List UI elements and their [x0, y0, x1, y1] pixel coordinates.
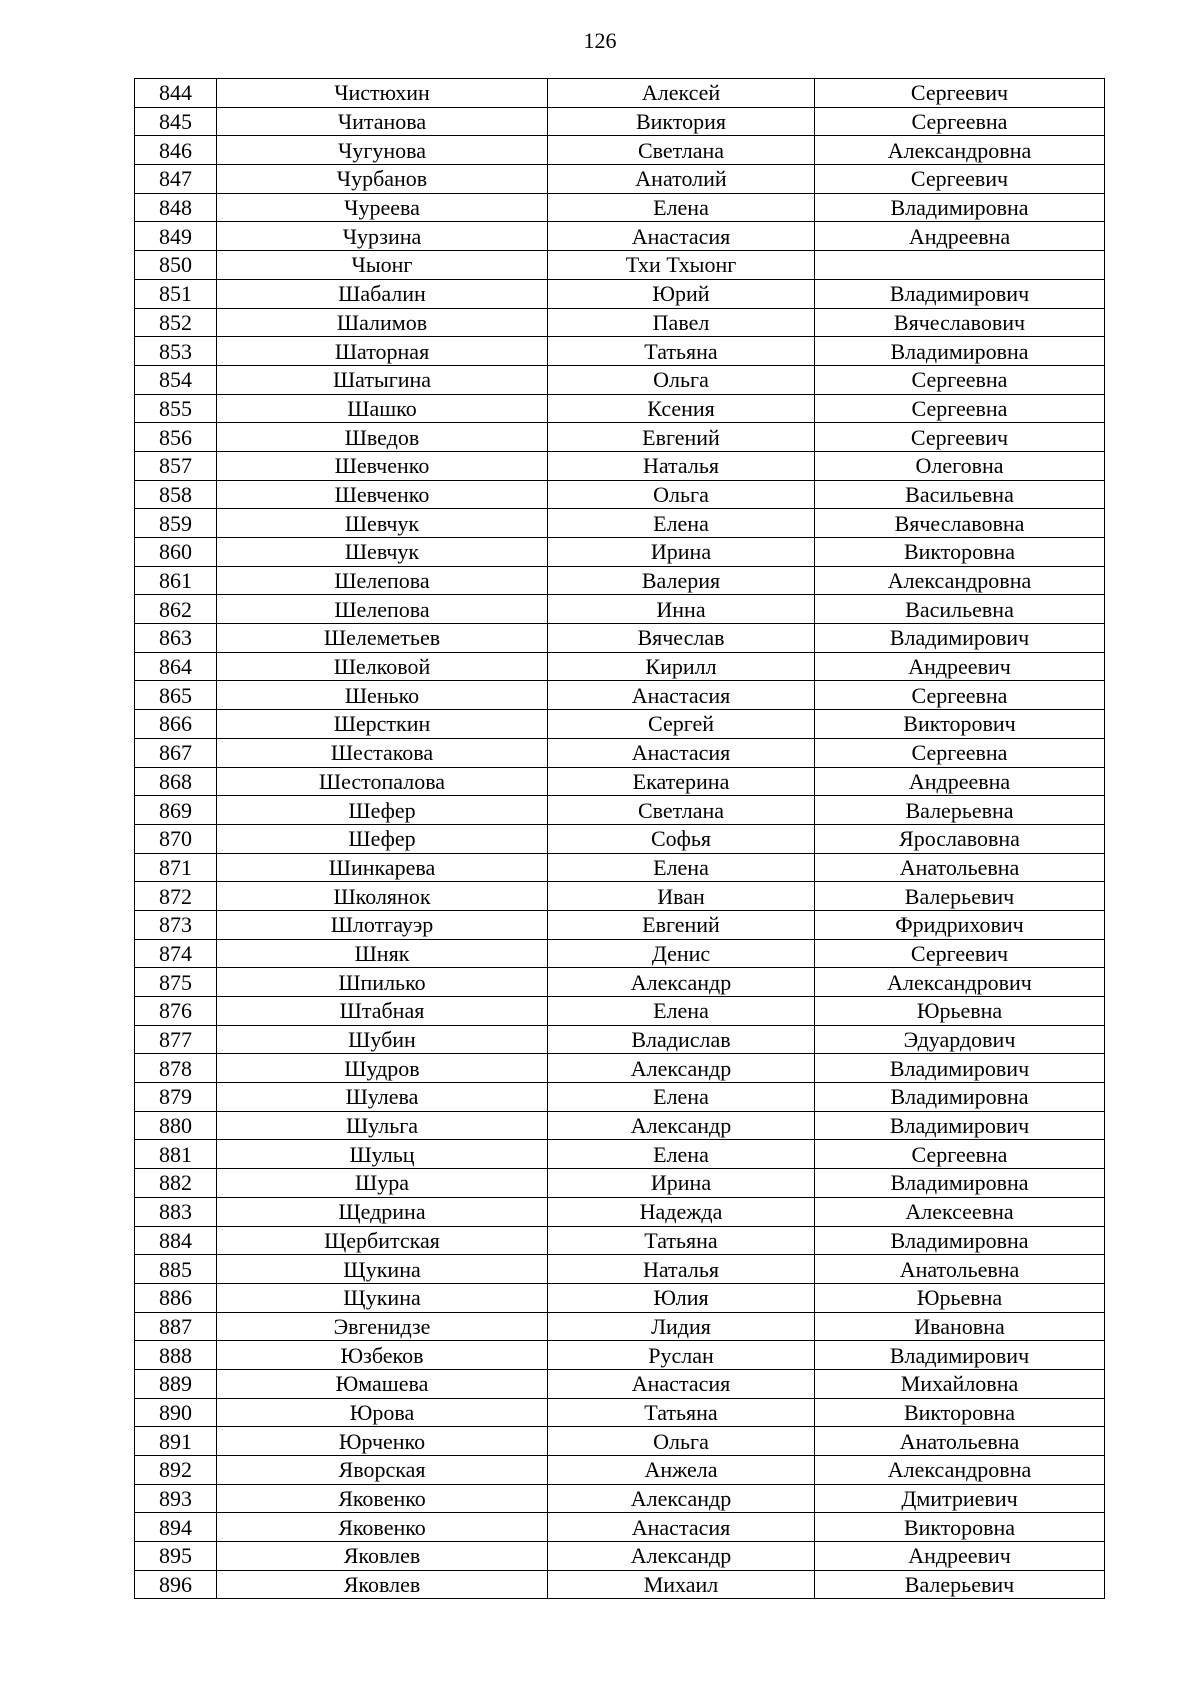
last-name-cell: Щукина	[217, 1283, 548, 1312]
row-number-cell: 859	[135, 509, 217, 538]
first-name-cell: Елена	[548, 509, 815, 538]
first-name-cell: Евгений	[548, 910, 815, 939]
patronymic-cell: Ивановна	[815, 1312, 1105, 1341]
table-row	[135, 910, 1105, 939]
row-number-cell: 884	[135, 1226, 217, 1255]
patronymic-cell: Сергеевна	[815, 738, 1105, 767]
first-name-cell: Сергей	[548, 710, 815, 739]
table-row	[135, 1025, 1105, 1054]
table-row	[135, 1570, 1105, 1599]
row-number-cell: 882	[135, 1169, 217, 1198]
first-name-cell: Анастасия	[548, 681, 815, 710]
first-name-cell: Кирилл	[548, 652, 815, 681]
last-name-cell: Читанова	[217, 107, 548, 136]
patronymic-cell: Андреевна	[815, 767, 1105, 796]
last-name-cell: Шелеметьев	[217, 624, 548, 653]
first-name-cell: Александр	[548, 1111, 815, 1140]
first-name-cell: Денис	[548, 939, 815, 968]
last-name-cell: Юмашева	[217, 1369, 548, 1398]
last-name-cell: Шевченко	[217, 480, 548, 509]
row-number-cell: 870	[135, 824, 217, 853]
row-number-cell: 871	[135, 853, 217, 882]
patronymic-cell: Юрьевна	[815, 997, 1105, 1026]
first-name-cell: Иван	[548, 882, 815, 911]
row-number-cell: 889	[135, 1369, 217, 1398]
patronymic-cell: Валерьевич	[815, 882, 1105, 911]
first-name-cell: Виктория	[548, 107, 815, 136]
patronymic-cell: Владимировна	[815, 1083, 1105, 1112]
table-row	[135, 1369, 1105, 1398]
last-name-cell: Шевчук	[217, 509, 548, 538]
row-number-cell: 890	[135, 1398, 217, 1427]
row-number-cell: 847	[135, 165, 217, 194]
table-row	[135, 1484, 1105, 1513]
table-row	[135, 222, 1105, 251]
row-number-cell: 865	[135, 681, 217, 710]
last-name-cell: Шаторная	[217, 337, 548, 366]
patronymic-cell: Васильевна	[815, 480, 1105, 509]
table-row	[135, 279, 1105, 308]
first-name-cell: Ольга	[548, 365, 815, 394]
patronymic-cell: Владимировна	[815, 1226, 1105, 1255]
last-name-cell: Шулева	[217, 1083, 548, 1112]
row-number-cell: 864	[135, 652, 217, 681]
patronymic-cell	[815, 251, 1105, 280]
first-name-cell: Евгений	[548, 423, 815, 452]
first-name-cell: Татьяна	[548, 337, 815, 366]
patronymic-cell: Сергеевич	[815, 423, 1105, 452]
last-name-cell: Штабная	[217, 997, 548, 1026]
table-row	[135, 538, 1105, 567]
last-name-cell: Шелепова	[217, 595, 548, 624]
table-row	[135, 1398, 1105, 1427]
patronymic-cell: Викторович	[815, 710, 1105, 739]
patronymic-cell: Ярославовна	[815, 824, 1105, 853]
last-name-cell: Яворская	[217, 1456, 548, 1485]
table-row	[135, 997, 1105, 1026]
patronymic-cell: Вячеславовна	[815, 509, 1105, 538]
row-number-cell: 846	[135, 136, 217, 165]
table-row	[135, 882, 1105, 911]
patronymic-cell: Анатольевна	[815, 853, 1105, 882]
last-name-cell: Юзбеков	[217, 1341, 548, 1370]
row-number-cell: 844	[135, 79, 217, 108]
patronymic-cell: Вячеславович	[815, 308, 1105, 337]
table-row	[135, 595, 1105, 624]
patronymic-cell: Владимирович	[815, 279, 1105, 308]
last-name-cell: Чурбанов	[217, 165, 548, 194]
row-number-cell: 878	[135, 1054, 217, 1083]
patronymic-cell: Александровна	[815, 136, 1105, 165]
row-number-cell: 891	[135, 1427, 217, 1456]
table-row	[135, 337, 1105, 366]
patronymic-cell: Владимирович	[815, 1111, 1105, 1140]
table-row	[135, 165, 1105, 194]
row-number-cell: 896	[135, 1570, 217, 1599]
row-number-cell: 893	[135, 1484, 217, 1513]
row-number-cell: 848	[135, 193, 217, 222]
patronymic-cell: Анатольевна	[815, 1427, 1105, 1456]
row-number-cell: 863	[135, 624, 217, 653]
patronymic-cell: Сергеевич	[815, 165, 1105, 194]
row-number-cell: 876	[135, 997, 217, 1026]
first-name-cell: Анастасия	[548, 1369, 815, 1398]
row-number-cell: 881	[135, 1140, 217, 1169]
patronymic-cell: Эдуардович	[815, 1025, 1105, 1054]
patronymic-cell: Александровна	[815, 566, 1105, 595]
first-name-cell: Софья	[548, 824, 815, 853]
page-number: 126	[583, 28, 617, 53]
table-row	[135, 423, 1105, 452]
table-row	[135, 1283, 1105, 1312]
patronymic-cell: Андреевич	[815, 652, 1105, 681]
row-number-cell: 880	[135, 1111, 217, 1140]
first-name-cell: Анастасия	[548, 738, 815, 767]
table-row	[135, 79, 1105, 108]
person-list-body	[135, 79, 1105, 1599]
table-row	[135, 1312, 1105, 1341]
first-name-cell: Юрий	[548, 279, 815, 308]
last-name-cell: Эвгенидзе	[217, 1312, 548, 1341]
table-row	[135, 1197, 1105, 1226]
last-name-cell: Шефер	[217, 824, 548, 853]
patronymic-cell: Сергеевич	[815, 79, 1105, 108]
table-row	[135, 1111, 1105, 1140]
last-name-cell: Шефер	[217, 796, 548, 825]
table-row	[135, 1226, 1105, 1255]
first-name-cell: Валерия	[548, 566, 815, 595]
first-name-cell: Ирина	[548, 1169, 815, 1198]
row-number-cell: 845	[135, 107, 217, 136]
row-number-cell: 873	[135, 910, 217, 939]
last-name-cell: Шенько	[217, 681, 548, 710]
first-name-cell: Павел	[548, 308, 815, 337]
row-number-cell: 888	[135, 1341, 217, 1370]
table-row	[135, 365, 1105, 394]
last-name-cell: Шняк	[217, 939, 548, 968]
table-row	[135, 509, 1105, 538]
last-name-cell: Шубин	[217, 1025, 548, 1054]
row-number-cell: 895	[135, 1542, 217, 1571]
row-number-cell: 866	[135, 710, 217, 739]
first-name-cell: Александр	[548, 1542, 815, 1571]
first-name-cell: Анатолий	[548, 165, 815, 194]
first-name-cell: Руслан	[548, 1341, 815, 1370]
last-name-cell: Яковенко	[217, 1513, 548, 1542]
first-name-cell: Анастасия	[548, 1513, 815, 1542]
table-row	[135, 1083, 1105, 1112]
last-name-cell: Шестопалова	[217, 767, 548, 796]
row-number-cell: 856	[135, 423, 217, 452]
patronymic-cell: Дмитриевич	[815, 1484, 1105, 1513]
first-name-cell: Владислав	[548, 1025, 815, 1054]
row-number-cell: 867	[135, 738, 217, 767]
first-name-cell: Елена	[548, 997, 815, 1026]
first-name-cell: Анжела	[548, 1456, 815, 1485]
row-number-cell: 849	[135, 222, 217, 251]
patronymic-cell: Сергеевна	[815, 681, 1105, 710]
first-name-cell: Вячеслав	[548, 624, 815, 653]
last-name-cell: Шура	[217, 1169, 548, 1198]
first-name-cell: Елена	[548, 1083, 815, 1112]
last-name-cell: Яковенко	[217, 1484, 548, 1513]
last-name-cell: Шабалин	[217, 279, 548, 308]
patronymic-cell: Олеговна	[815, 451, 1105, 480]
table-row	[135, 968, 1105, 997]
patronymic-cell: Викторовна	[815, 1513, 1105, 1542]
last-name-cell: Шпилько	[217, 968, 548, 997]
last-name-cell: Шинкарева	[217, 853, 548, 882]
row-number-cell: 851	[135, 279, 217, 308]
table-row	[135, 1542, 1105, 1571]
table-row	[135, 1169, 1105, 1198]
first-name-cell: Алексей	[548, 79, 815, 108]
table-row	[135, 394, 1105, 423]
first-name-cell: Лидия	[548, 1312, 815, 1341]
last-name-cell: Щербитская	[217, 1226, 548, 1255]
patronymic-cell: Алексеевна	[815, 1197, 1105, 1226]
patronymic-cell: Сергеевна	[815, 394, 1105, 423]
first-name-cell: Ольга	[548, 1427, 815, 1456]
table-row	[135, 251, 1105, 280]
row-number-cell: 885	[135, 1255, 217, 1284]
patronymic-cell: Александровна	[815, 1456, 1105, 1485]
row-number-cell: 875	[135, 968, 217, 997]
patronymic-cell: Викторовна	[815, 538, 1105, 567]
row-number-cell: 852	[135, 308, 217, 337]
row-number-cell: 887	[135, 1312, 217, 1341]
row-number-cell: 886	[135, 1283, 217, 1312]
row-number-cell: 894	[135, 1513, 217, 1542]
table-row	[135, 710, 1105, 739]
patronymic-cell: Фридрихович	[815, 910, 1105, 939]
last-name-cell: Шлотгауэр	[217, 910, 548, 939]
last-name-cell: Яковлев	[217, 1570, 548, 1599]
table-row	[135, 451, 1105, 480]
first-name-cell: Ольга	[548, 480, 815, 509]
last-name-cell: Шевчук	[217, 538, 548, 567]
patronymic-cell: Владимировна	[815, 1169, 1105, 1198]
last-name-cell: Шестакова	[217, 738, 548, 767]
table-row	[135, 1054, 1105, 1083]
table-row	[135, 1255, 1105, 1284]
table-row	[135, 824, 1105, 853]
table-row	[135, 308, 1105, 337]
patronymic-cell: Владимирович	[815, 1054, 1105, 1083]
last-name-cell: Чурзина	[217, 222, 548, 251]
row-number-cell: 850	[135, 251, 217, 280]
table-row	[135, 1427, 1105, 1456]
first-name-cell: Александр	[548, 1054, 815, 1083]
table-row	[135, 853, 1105, 882]
first-name-cell: Ксения	[548, 394, 815, 423]
first-name-cell: Елена	[548, 1140, 815, 1169]
last-name-cell: Щедрина	[217, 1197, 548, 1226]
last-name-cell: Шевченко	[217, 451, 548, 480]
last-name-cell: Шелковой	[217, 652, 548, 681]
first-name-cell: Тхи Тхыонг	[548, 251, 815, 280]
first-name-cell: Юлия	[548, 1283, 815, 1312]
table-row	[135, 1341, 1105, 1370]
last-name-cell: Чугунова	[217, 136, 548, 165]
row-number-cell: 857	[135, 451, 217, 480]
first-name-cell: Инна	[548, 595, 815, 624]
table-row	[135, 193, 1105, 222]
last-name-cell: Шашко	[217, 394, 548, 423]
row-number-cell: 883	[135, 1197, 217, 1226]
patronymic-cell: Владимировна	[815, 193, 1105, 222]
first-name-cell: Татьяна	[548, 1226, 815, 1255]
patronymic-cell: Васильевна	[815, 595, 1105, 624]
row-number-cell: 892	[135, 1456, 217, 1485]
last-name-cell: Школянок	[217, 882, 548, 911]
last-name-cell: Шудров	[217, 1054, 548, 1083]
patronymic-cell: Сергеевна	[815, 107, 1105, 136]
person-list-table	[134, 78, 1105, 1599]
patronymic-cell: Андреевна	[815, 222, 1105, 251]
last-name-cell: Шелепова	[217, 566, 548, 595]
table-row	[135, 1456, 1105, 1485]
table-row	[135, 767, 1105, 796]
table-row	[135, 796, 1105, 825]
first-name-cell: Елена	[548, 853, 815, 882]
last-name-cell: Шалимов	[217, 308, 548, 337]
table-row	[135, 624, 1105, 653]
row-number-cell: 879	[135, 1083, 217, 1112]
patronymic-cell: Валерьевич	[815, 1570, 1105, 1599]
patronymic-cell: Владимирович	[815, 1341, 1105, 1370]
last-name-cell: Яковлев	[217, 1542, 548, 1571]
patronymic-cell: Михайловна	[815, 1369, 1105, 1398]
row-number-cell: 861	[135, 566, 217, 595]
table-row	[135, 480, 1105, 509]
table-row	[135, 1513, 1105, 1542]
patronymic-cell: Викторовна	[815, 1398, 1105, 1427]
row-number-cell: 877	[135, 1025, 217, 1054]
table-row	[135, 136, 1105, 165]
table-row	[135, 107, 1105, 136]
patronymic-cell: Сергеевич	[815, 939, 1105, 968]
table-row	[135, 566, 1105, 595]
row-number-cell: 855	[135, 394, 217, 423]
first-name-cell: Наталья	[548, 1255, 815, 1284]
first-name-cell: Светлана	[548, 796, 815, 825]
last-name-cell: Юрова	[217, 1398, 548, 1427]
last-name-cell: Чыонг	[217, 251, 548, 280]
first-name-cell: Татьяна	[548, 1398, 815, 1427]
patronymic-cell: Юрьевна	[815, 1283, 1105, 1312]
table-row	[135, 738, 1105, 767]
patronymic-cell: Александрович	[815, 968, 1105, 997]
row-number-cell: 872	[135, 882, 217, 911]
row-number-cell: 874	[135, 939, 217, 968]
last-name-cell: Чуреева	[217, 193, 548, 222]
last-name-cell: Шульга	[217, 1111, 548, 1140]
patronymic-cell: Сергеевна	[815, 1140, 1105, 1169]
first-name-cell: Михаил	[548, 1570, 815, 1599]
row-number-cell: 869	[135, 796, 217, 825]
last-name-cell: Чистюхин	[217, 79, 548, 108]
row-number-cell: 868	[135, 767, 217, 796]
first-name-cell: Елена	[548, 193, 815, 222]
first-name-cell: Светлана	[548, 136, 815, 165]
patronymic-cell: Анатольевна	[815, 1255, 1105, 1284]
last-name-cell: Юрченко	[217, 1427, 548, 1456]
patronymic-cell: Валерьевна	[815, 796, 1105, 825]
table-row	[135, 652, 1105, 681]
last-name-cell: Шатыгина	[217, 365, 548, 394]
table-row	[135, 681, 1105, 710]
patronymic-cell: Владимирович	[815, 624, 1105, 653]
first-name-cell: Надежда	[548, 1197, 815, 1226]
table-row	[135, 1140, 1105, 1169]
patronymic-cell: Сергеевна	[815, 365, 1105, 394]
table-row	[135, 939, 1105, 968]
first-name-cell: Наталья	[548, 451, 815, 480]
last-name-cell: Щукина	[217, 1255, 548, 1284]
last-name-cell: Шульц	[217, 1140, 548, 1169]
row-number-cell: 860	[135, 538, 217, 567]
patronymic-cell: Владимировна	[815, 337, 1105, 366]
first-name-cell: Александр	[548, 968, 815, 997]
last-name-cell: Шведов	[217, 423, 548, 452]
first-name-cell: Анастасия	[548, 222, 815, 251]
row-number-cell: 858	[135, 480, 217, 509]
first-name-cell: Екатерина	[548, 767, 815, 796]
first-name-cell: Ирина	[548, 538, 815, 567]
patronymic-cell: Андреевич	[815, 1542, 1105, 1571]
last-name-cell: Шерсткин	[217, 710, 548, 739]
row-number-cell: 854	[135, 365, 217, 394]
first-name-cell: Александр	[548, 1484, 815, 1513]
row-number-cell: 853	[135, 337, 217, 366]
row-number-cell: 862	[135, 595, 217, 624]
